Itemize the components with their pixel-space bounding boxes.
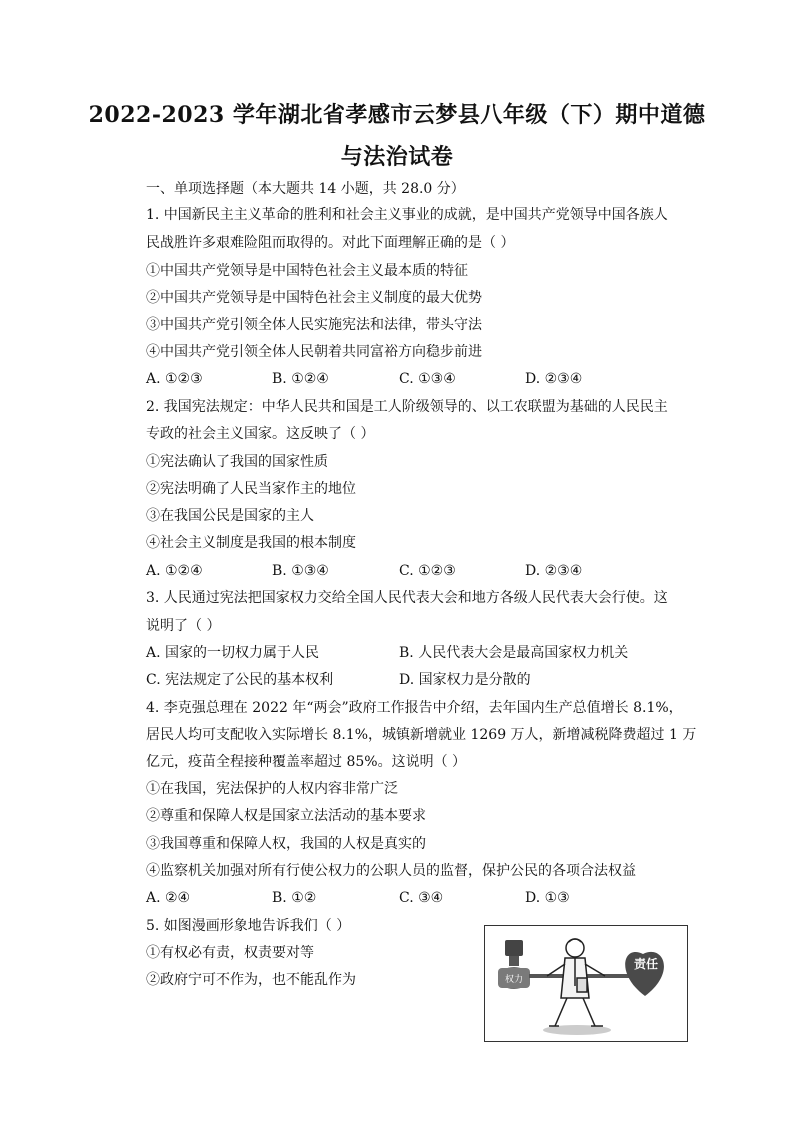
q1-item-4: ④中国共产党引领全体人民朝着共同富裕方向稳步前进 (146, 344, 482, 360)
q2-item-1: ①宪法确认了我国的国家性质 (146, 454, 328, 470)
q4-option-c[interactable]: C. ③④ (399, 890, 444, 906)
q2-option-b[interactable]: B. ①③④ (272, 563, 329, 579)
q5-cartoon-image (484, 925, 688, 1042)
cartoon-label-power: 权力 (504, 975, 524, 985)
cartoon-label-duty: 责任 (633, 957, 659, 971)
q2-item-4: ④社会主义制度是我国的根本制度 (146, 535, 356, 551)
q3-option-c[interactable]: C. 宪法规定了公民的基本权利 (146, 672, 334, 688)
q4-option-d[interactable]: D. ①③ (525, 890, 570, 906)
q1-option-b[interactable]: B. ①②④ (272, 371, 329, 387)
q2-option-d[interactable]: D. ②③④ (525, 563, 583, 579)
q2-item-2: ②宪法明确了人民当家作主的地位 (146, 481, 356, 497)
q4-option-a[interactable]: A. ②④ (146, 890, 191, 906)
q4-option-b[interactable]: B. ①② (272, 890, 317, 906)
q4-item-2: ②尊重和保障人权是国家立法活动的基本要求 (146, 808, 426, 824)
duty-heart (625, 952, 664, 996)
q2-stem-line-1: 2. 我国宪法规定：中华人民共和国是工人阶级领导的、以工农联盟为基础的人民民主 (146, 399, 668, 415)
q1-stem-line-2: 民战胜许多艰难险阻而取得的。对此下面理解正确的是（ ） (146, 235, 515, 251)
q3-option-b[interactable]: B. 人民代表大会是最高国家权力机关 (399, 645, 629, 661)
q3-stem-line-1: 3. 人民通过宪法把国家权力交给全国人民代表大会和地方各级人民代表大会行使。这 (146, 590, 668, 606)
q1-item-3: ③中国共产党引领全体人民实施宪法和法律，带头守法 (146, 317, 482, 333)
paper-title-line-2: 与法治试卷 (340, 144, 454, 170)
q1-item-2: ②中国共产党领导是中国特色社会主义制度的最大优势 (146, 290, 482, 306)
q2-stem-line-2: 专政的社会主义国家。这反映了（ ） (146, 426, 375, 442)
q3-option-d[interactable]: D. 国家权力是分散的 (399, 672, 531, 688)
q3-stem-line-2: 说明了（ ） (146, 618, 221, 634)
power-weight (498, 940, 530, 989)
q4-item-1: ①在我国，宪法保护的人权内容非常广泛 (146, 781, 398, 797)
q2-option-c[interactable]: C. ①②③ (399, 563, 456, 579)
q1-item-1: ①中国共产党领导是中国特色社会主义最本质的特征 (146, 263, 468, 279)
paper-title-line-1: 2022-2023 学年湖北省孝感市云梦县八年级（下）期中道德 (88, 102, 706, 128)
q1-option-a[interactable]: A. ①②③ (146, 371, 203, 387)
q5-stem-line-1: 5. 如图漫画形象地告诉我们（ ） (146, 918, 351, 934)
cartoon-illustration (485, 926, 687, 1041)
q4-item-3: ③我国尊重和保障人权，我国的人权是真实的 (146, 836, 426, 852)
q5-item-1: ①有权必有责，权责要对等 (146, 945, 314, 961)
q2-item-3: ③在我国公民是国家的主人 (146, 508, 314, 524)
section-heading: 一、单项选择题（本大题共 14 小题，共 28.0 分） (146, 181, 465, 197)
q5-item-2: ②政府宁可不作为，也不能乱作为 (146, 972, 356, 988)
q3-option-a[interactable]: A. 国家的一切权力属于人民 (146, 645, 320, 661)
q2-option-a[interactable]: A. ①②④ (146, 563, 203, 579)
q4-stem-line-1: 4. 李克强总理在 2022 年“两会”政府工作报告中介绍，去年国内生产总值增长 8.1%， (146, 700, 683, 716)
q4-stem-line-3: 亿元，疫苗全程接种覆盖率超过 85%。这说明（ ） (146, 754, 467, 770)
q1-stem-line-1: 1. 中国新民主主义革命的胜利和社会主义事业的成就，是中国共产党领导中国各族人 (146, 207, 668, 223)
official-figure (547, 939, 605, 1026)
q4-item-4: ④监察机关加强对所有行使公权力的公职人员的监督，保护公民的各项合法权益 (146, 863, 636, 879)
q4-stem-line-2: 居民人均可支配收入实际增长 8.1%，城镇新增就业 1269 万人，新增减税降费超过 1 万 (146, 727, 697, 743)
q1-option-c[interactable]: C. ①③④ (399, 371, 456, 387)
q1-option-d[interactable]: D. ②③④ (525, 371, 583, 387)
